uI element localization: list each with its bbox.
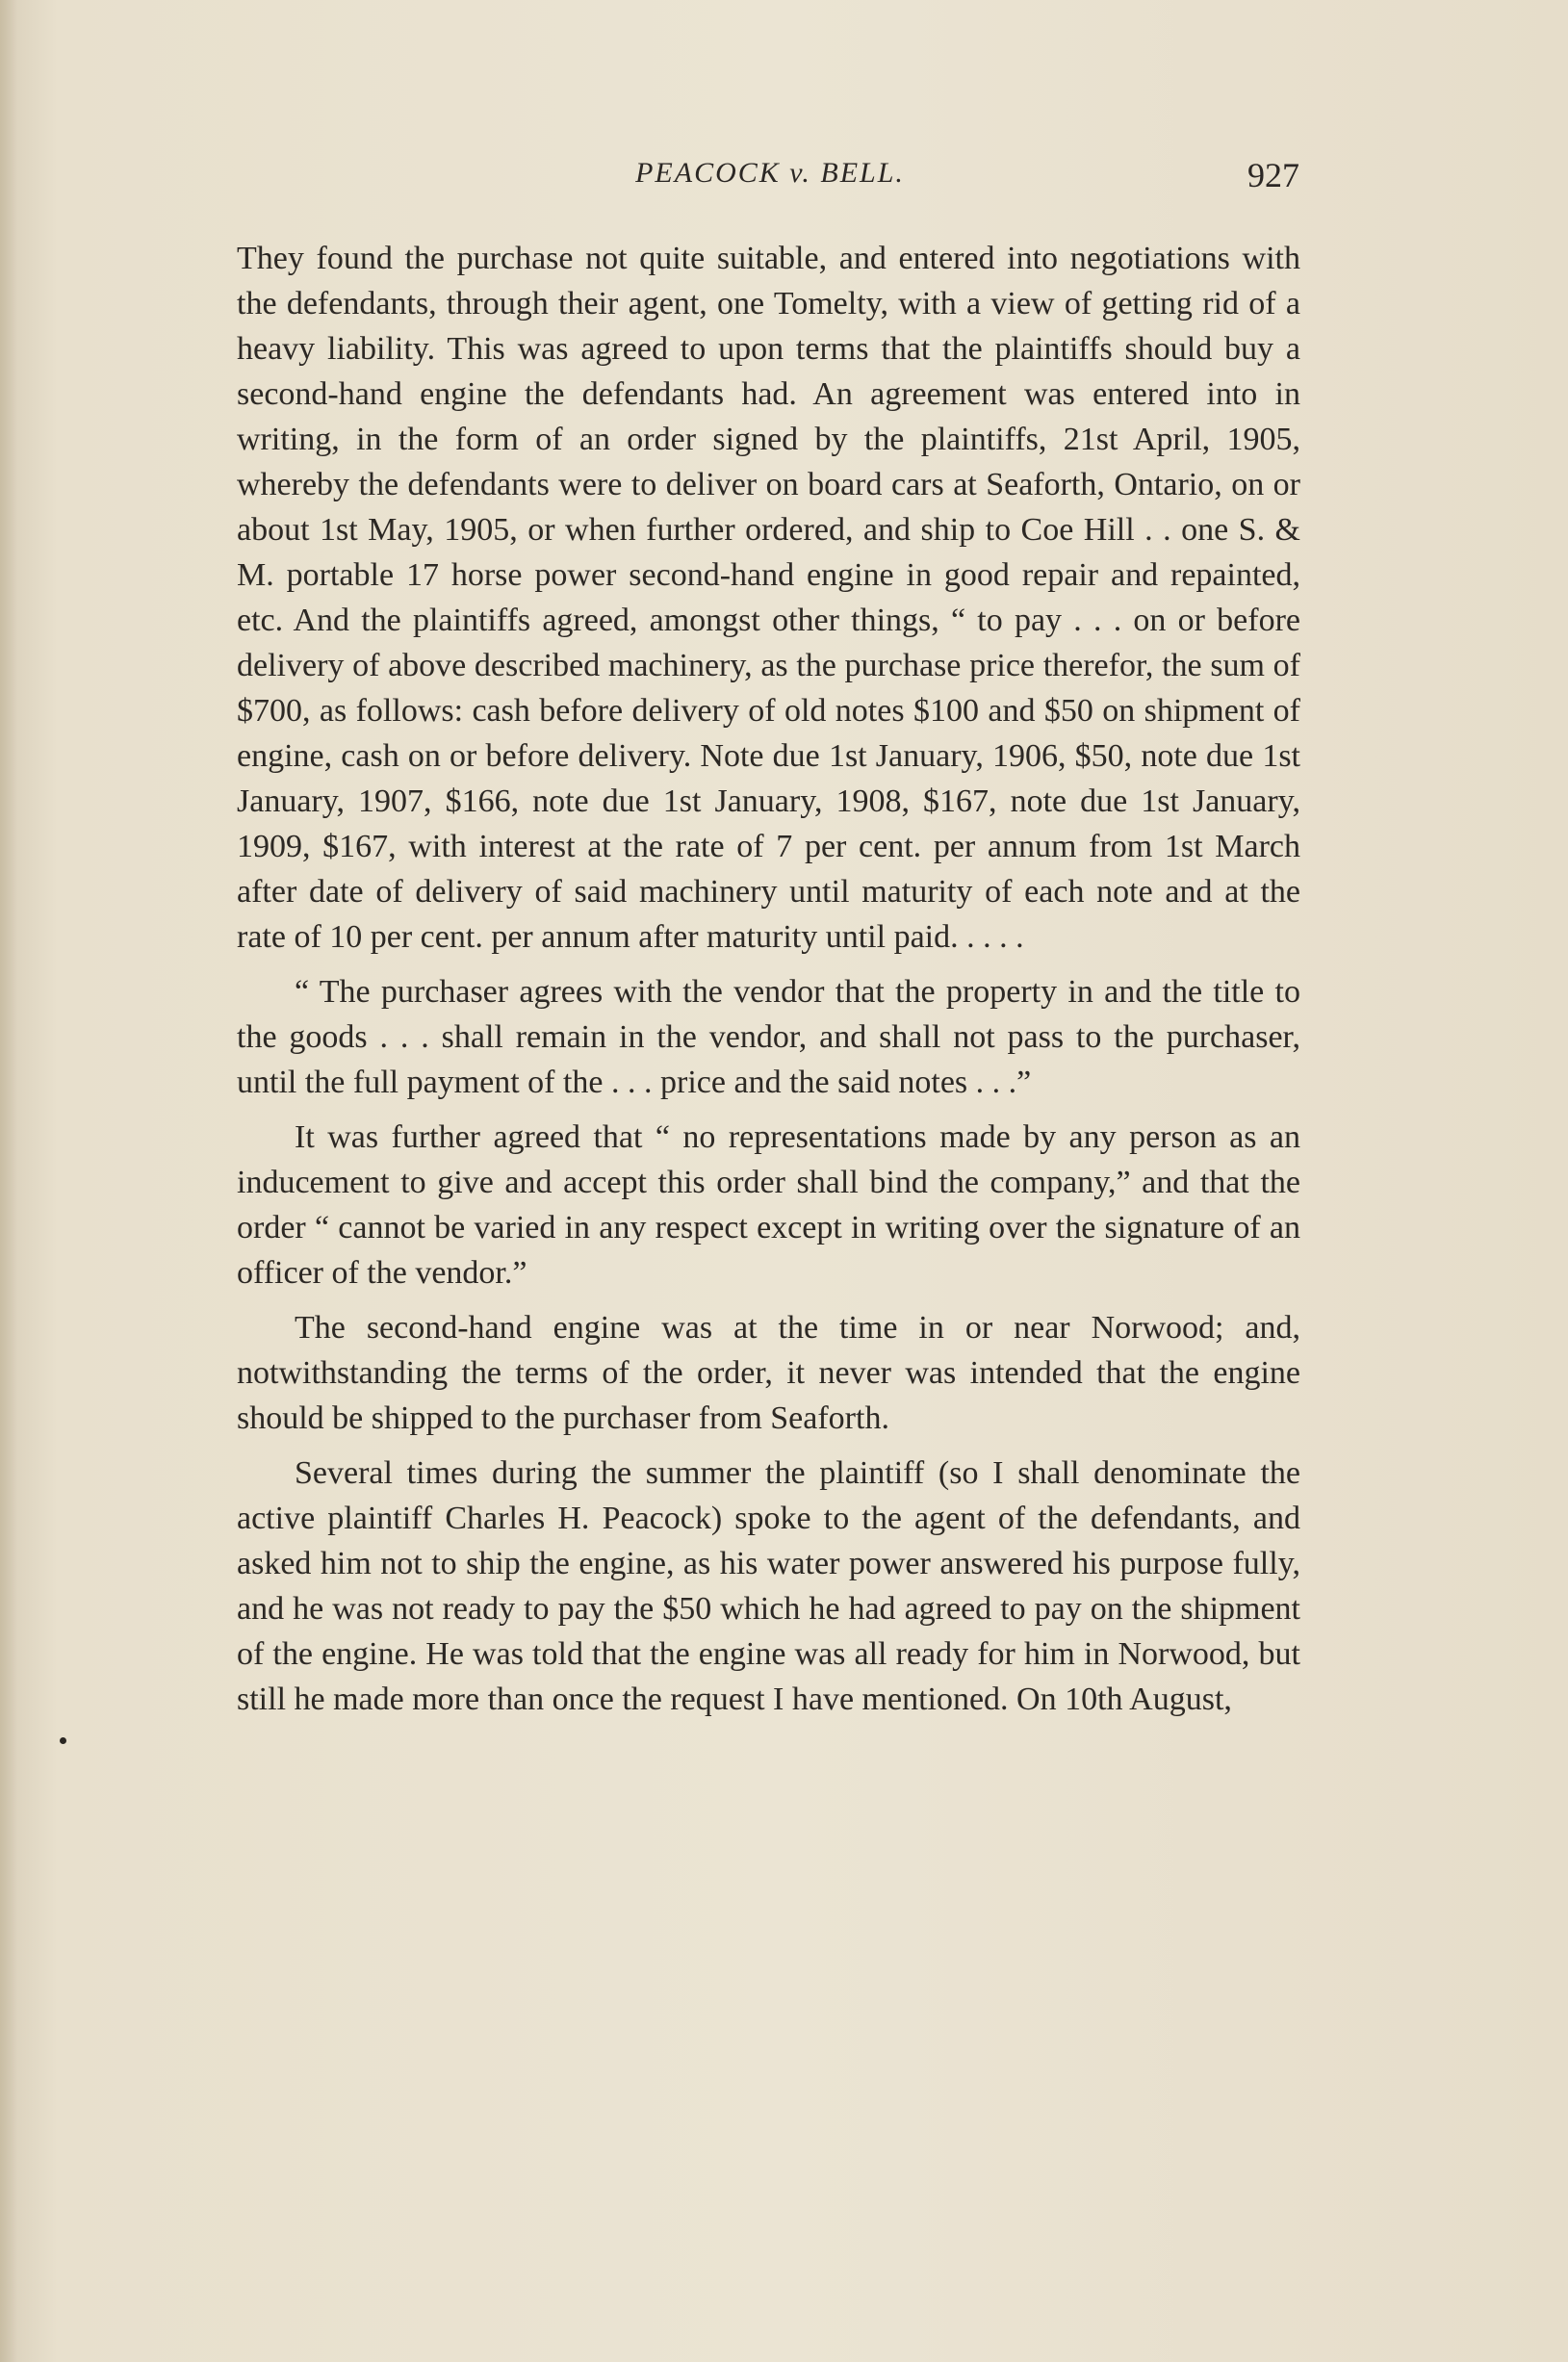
margin-ink-spot bbox=[60, 1737, 66, 1744]
paragraph-2: “ The purchaser agrees with the vendor that the property in and the title to the goods . . . shall remain in the vendor, and shall not pass to the purchaser, until the full payment of the . . . price and the said notes . . .” bbox=[237, 974, 1300, 1100]
paragraph-4: The second-hand engine was at the time in or near Norwood; and, notwithstanding the terms of the order, it never was intended that the engine should be shipped to the purchaser from Seaforth. bbox=[237, 1310, 1300, 1436]
page-header bbox=[231, 149, 1309, 197]
page-number: 927 bbox=[1247, 156, 1299, 194]
gutter-shadow bbox=[0, 0, 17, 2362]
paragraph-5: Several times during the summer the plaintiff (so I shall denominate the active plaintiff Charles H. Peacock) spoke to the agent of the defendants, and asked him not to ship the engine, as his water power answered his purpose fully, and he was not ready to pay the $50 which he had agreed to pay on the shipment of the engine. He was told that the engine was all ready for him in Norwood, but still he made more than once the request I have mentioned. On 10th August, bbox=[237, 1455, 1300, 1717]
running-head: PEACOCK v. BELL. bbox=[635, 157, 905, 189]
paragraph-1: They found the purchase not quite suitable, and entered into negotiations with the defendants, through their agent, one Tomelty, with a view of getting rid of a heavy liability. This was agreed to upon terms that the plaintiffs should buy a second-hand engine the defendants had. An agreement was entered into in writing, in the form of an order signed by the plaintiffs, 21st April, 1905, whereby the defendants were to deliver on board cars at Seaforth, Ontario, on or about 1st May, 1905, or when further ordered, and ship to Coe Hill . . one S. & M. portable 17 horse power second-hand engine in good repair and repainted, etc. And the plaintiffs agreed, amongst other things, “ to pay . . . on or before delivery of above described machinery, as the purchase price therefor, the sum of $700, as follows: cash before delivery of old notes $100 and $50 on shipment of engine, cash on or before delivery. Note due 1st January, 1906, $50, note due 1st January, 1907, $166, note due 1st January, 1908, $167, note due 1st January, 1909, $167, with interest at the rate of 7 per cent. per annum from 1st March after date of delivery of said machinery until maturity of each note and at the rate of 10 per cent. per annum after maturity until paid. . . . . bbox=[237, 241, 1300, 955]
paragraph-3: It was further agreed that “ no representations made by any person as an inducement to give and accept this order shall bind the company,” and that the order “ cannot be varied in any respect except in writing over the signature of an officer of the vendor.” bbox=[237, 1119, 1300, 1291]
body-text bbox=[237, 236, 1300, 1732]
